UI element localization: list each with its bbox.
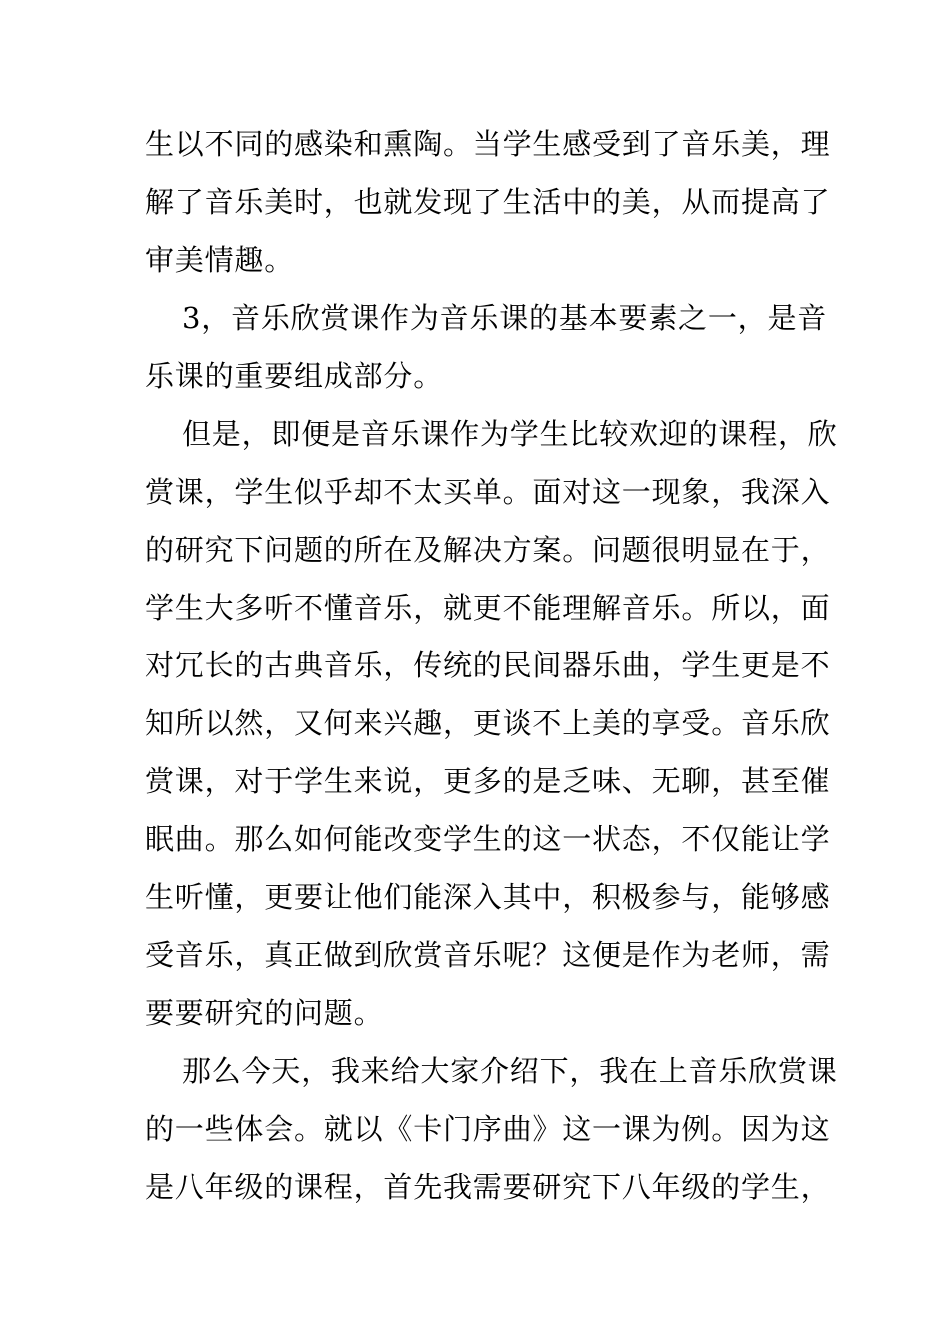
text-line: 知所以然，又何来兴趣，更谈不上美的享受。音乐欣 (145, 706, 831, 740)
text-line: 对冗长的古典音乐，传统的民间器乐曲，学生更是不 (145, 648, 831, 682)
text-line: 要要研究的问题。 (145, 996, 384, 1030)
text-line: 的研究下问题的所在及解决方案。问题很明显在于， (145, 533, 831, 567)
text-line: 的一些体会。就以《卡门序曲》这一课为例。因为这 (145, 1112, 831, 1146)
text-line: 审美情趣。 (145, 243, 295, 277)
text-line: 3，音乐欣赏课作为音乐课的基本要素之一，是音 (182, 301, 828, 335)
text-line: 但是，即便是音乐课作为学生比较欢迎的课程，欣 (182, 417, 838, 451)
text-line: 赏课，学生似乎却不太买单。面对这一现象，我深入 (145, 475, 831, 509)
text-line: 受音乐，真正做到欣赏音乐呢？这便是作为老师，需 (145, 938, 831, 972)
text-line: 乐课的重要组成部分。 (145, 359, 444, 393)
text-line: 解了音乐美时，也就发现了生活中的美，从而提高了 (145, 185, 831, 219)
text-line: 眠曲。那么如何能改变学生的这一状态，不仅能让学 (145, 822, 831, 856)
text-line: 是八年级的课程，首先我需要研究下八年级的学生， (145, 1170, 831, 1204)
text-line: 学生大多听不懂音乐，就更不能理解音乐。所以，面 (145, 591, 831, 625)
text-line: 生以不同的感染和熏陶。当学生感受到了音乐美，理 (145, 127, 831, 161)
text-line: 那么今天，我来给大家介绍下，我在上音乐欣赏课 (182, 1054, 838, 1088)
text-line: 赏课，对于学生来说，更多的是乏味、无聊，甚至催 (145, 764, 831, 798)
text-line: 生听懂，更要让他们能深入其中，积极参与，能够感 (145, 880, 831, 914)
